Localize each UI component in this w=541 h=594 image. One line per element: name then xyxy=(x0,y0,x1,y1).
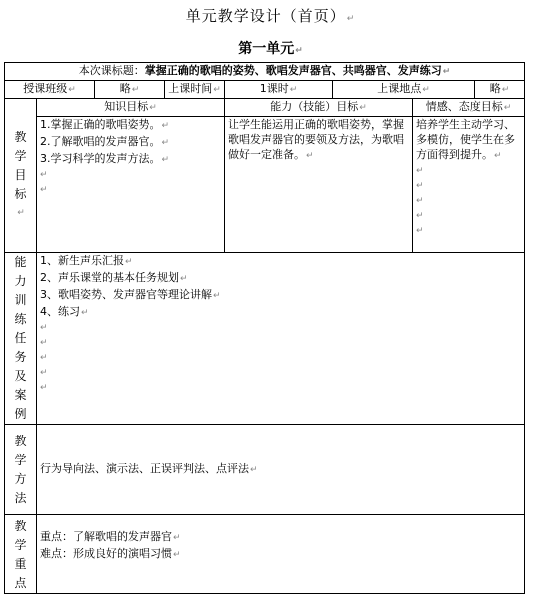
task-item: 2、声乐课堂的基本任务规划↵ xyxy=(40,271,188,284)
attitude-goal-text: 培养学生主动学习、多模仿，使学生在多方面得到提升。↵ xyxy=(416,118,515,161)
knowledge-item: 2.了解歌唱的发声器官。↵ xyxy=(40,135,170,148)
knowledge-item: 3.学习科学的发声方法。↵ xyxy=(40,152,170,165)
ability-goal-cell xyxy=(225,117,413,253)
knowledge-item: 1.掌握正确的歌唱姿势。↵ xyxy=(40,118,170,131)
key-point-focus: 重点：了解歌唱的发声器官↵ xyxy=(40,530,181,543)
attitude-goal-header: 情感、态度目标↵ xyxy=(413,99,525,117)
task-item: 3、歌唱姿势、发声器官等理论讲解↵ xyxy=(40,288,221,301)
goals-header-row xyxy=(5,99,525,117)
lesson-topic: 本次课标题：掌握正确的歌唱的姿势、歌唱发声器官、共鸣器官、发声练习↵ xyxy=(5,63,525,81)
key-points-cell xyxy=(37,515,525,594)
knowledge-goal-cell: 1.掌握正确的歌唱姿势。↵ 2.了解歌唱的发声器官。↵ 3.学习科学的发声方法。↵ ↵ ↵ xyxy=(37,117,225,253)
ability-goal-header: 能力（技能）目标↵ xyxy=(225,99,413,117)
knowledge-goal-header: 知识目标↵ xyxy=(37,99,225,117)
task-item: 1、新生声乐汇报↵ xyxy=(40,254,133,267)
methods-section-label: 教 学 方 法 xyxy=(5,425,37,515)
key-points-row xyxy=(5,515,525,594)
methods-row xyxy=(5,425,525,515)
goals-section-label: 教 学 目 标 ↵ xyxy=(5,99,37,253)
methods-cell xyxy=(37,425,525,515)
time-label: 上课时间↵ xyxy=(165,81,225,99)
class-label: 授课班级↵ xyxy=(5,81,95,99)
place-label: 上课地点↵ xyxy=(333,81,475,99)
task-item: 4、练习↵ xyxy=(40,305,89,318)
unit-design-table xyxy=(4,62,525,594)
unit-title: 第一单元↵ xyxy=(238,41,303,57)
ability-goal-text: 让学生能运用正确的歌唱姿势，掌握歌唱发声器官的要领及方法，为歌唱做好一定准备。↵ xyxy=(228,118,404,161)
info-row xyxy=(5,81,525,99)
place-value: 略↵ xyxy=(475,81,525,99)
topic-row xyxy=(5,63,525,81)
key-points-section-label: 教 学 重 点 xyxy=(5,515,37,594)
key-point-difficulty: 难点：形成良好的演唱习惯↵ xyxy=(40,547,181,560)
tasks-row xyxy=(5,253,525,425)
tasks-section-label: 能 力 训 练 任 务 及 案 例 xyxy=(5,253,37,425)
tasks-cell: 1、新生声乐汇报↵ 2、声乐课堂的基本任务规划↵ 3、歌唱姿势、发声器官等理论讲解↵ 4、练习↵ ↵ ↵ ↵ ↵ ↵ xyxy=(37,253,525,425)
methods-text: 行为导向法、演示法、正误评判法、点评法↵ xyxy=(40,462,258,475)
time-value: 1课时↵ xyxy=(225,81,333,99)
attitude-goal-cell: 培养学生主动学习、多模仿，使学生在多方面得到提升。↵ ↵ ↵ ↵ ↵ ↵ xyxy=(413,117,525,253)
class-value: 略↵ xyxy=(95,81,165,99)
goals-content-row xyxy=(5,117,525,253)
page-title: 单元教学设计（首页）↵ xyxy=(185,7,356,25)
